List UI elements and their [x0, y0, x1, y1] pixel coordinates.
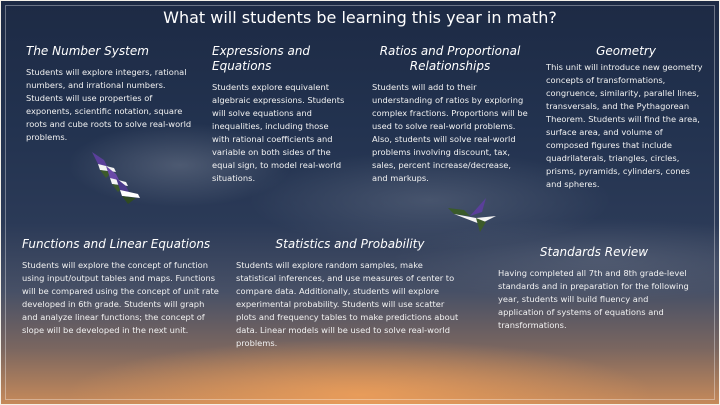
section-body: Students will add to their understanding of ratios by exploring complex fractions. Proportions will be used to solve real-world problems. Also, students will solve real-world problems involving discount, tax, sales, percent increase/decrease, and markups. — [372, 82, 528, 183]
section-body: This unit will introduce new geometry concepts of transformations, congruence, similarity, parallel lines, transversals, and the Pythagorean Theorem. Students will find the area, surface area, and volume of composed figures that include quadrilaterals, triangles, circles, prisms, pyramids, cylinders, cones and spheres. — [546, 62, 703, 189]
section-heading: Statistics and Probability — [275, 237, 425, 251]
section-number-system — [26, 44, 196, 144]
slide-title: What will students be learning this year in math? — [163, 8, 557, 27]
section-body: Students explore equivalent algebraic expressions. Students will solve equations and inequalities, including those with rational coefficients and variable on both sides of the equal sign, to model real-world situations. — [212, 82, 345, 183]
section-body: Students will explore integers, rational numbers, and irrational numbers. Students will use properties of exponents, scientific notation, square roots and cube roots to solve real-world problems. — [26, 67, 192, 142]
section-ratios-proportional — [372, 44, 528, 185]
bird-flock-icon — [86, 148, 146, 206]
section-heading: Ratios and Proportional Relationships — [379, 44, 521, 73]
section-geometry — [546, 44, 706, 191]
section-body: Having completed all 7th and 8th grade-level standards and in preparation for the following year, students will build fluency and application of systems of equations and transformations. — [498, 268, 689, 330]
bird-icon — [116, 178, 140, 204]
section-heading: Expressions and Equations — [212, 44, 311, 73]
section-functions-linear — [22, 237, 222, 337]
section-heading: Functions and Linear Equations — [22, 237, 211, 251]
section-expressions-equations — [212, 44, 348, 185]
section-heading: Geometry — [596, 44, 656, 58]
section-body: Students will explore random samples, make statistical inferences, and use measures of center to compare data. Additionally, students will explore experimental probability. Students will use scatter plots and frequency tables to make predictions about data. Linear models will be used to solve real-world problems. — [236, 260, 459, 348]
section-body: Students will explore the concept of function using input/output tables and maps. Functions will be compared using the concept of unit rate developed in 6th grade. Students will graph and analyze linear functions; the concept of slope will be developed in the next unit. — [22, 260, 219, 335]
section-heading: Standards Review — [539, 245, 649, 259]
section-standards-review — [498, 245, 690, 332]
section-statistics-probability — [236, 237, 464, 350]
section-heading: The Number System — [26, 44, 149, 58]
bird-icon — [446, 192, 500, 236]
